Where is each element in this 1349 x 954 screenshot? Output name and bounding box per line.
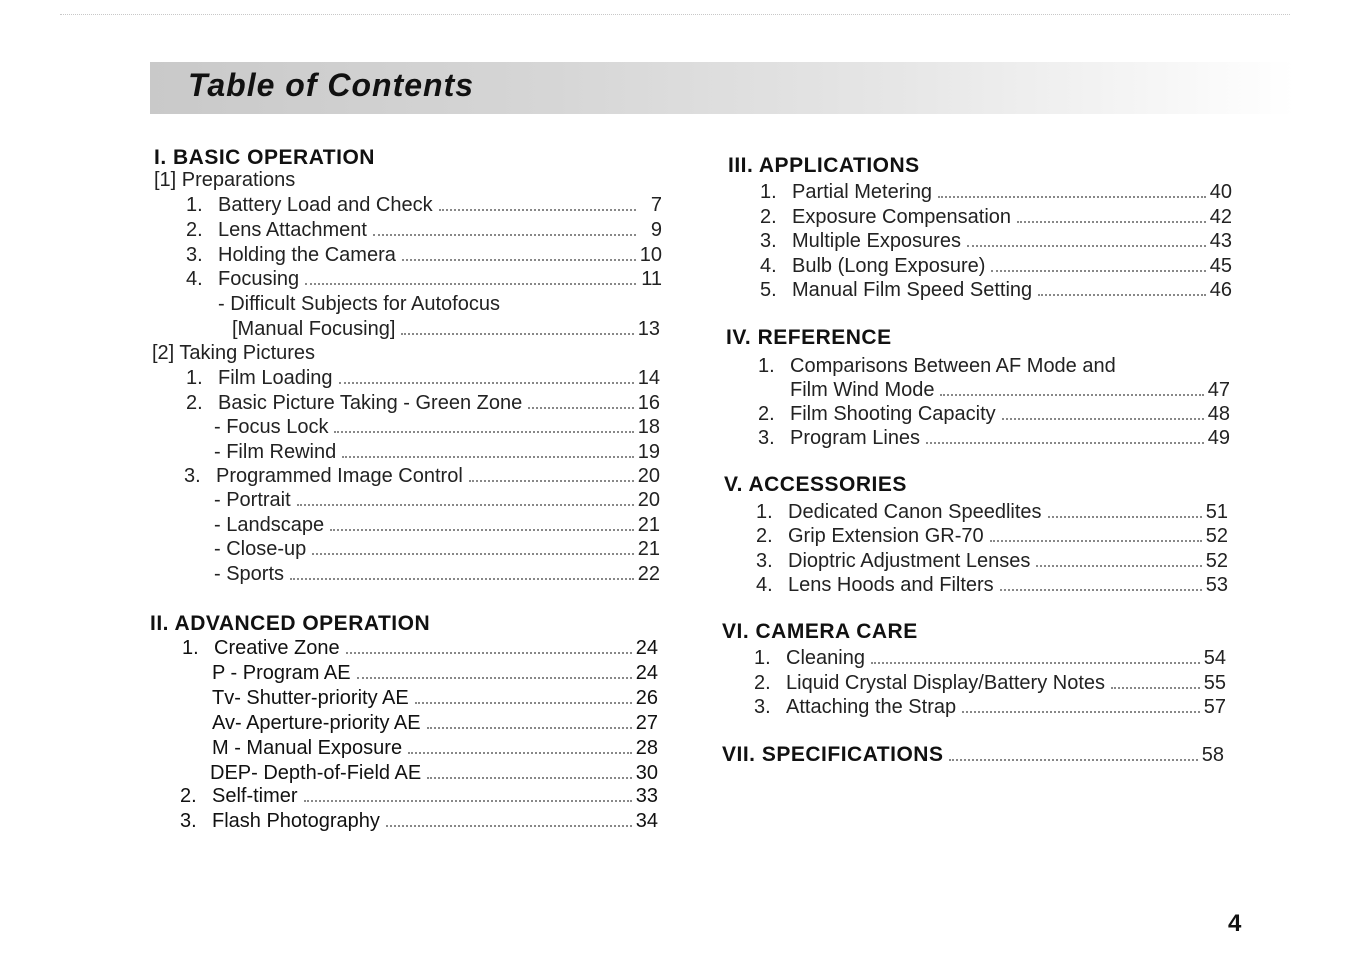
- toc-entry[interactable]: 2. Lens Attachment 9: [186, 219, 662, 241]
- toc-entry[interactable]: DEP- Depth-of-Field AE 30: [210, 762, 658, 784]
- toc-entry[interactable]: 3. Flash Photography 34: [180, 810, 658, 832]
- toc-entry[interactable]: - Portrait 20: [214, 489, 660, 511]
- section-heading: II. ADVANCED OPERATION: [150, 612, 431, 635]
- toc-entry[interactable]: VII. SPECIFICATIONS 58: [722, 743, 1224, 766]
- toc-entry[interactable]: 4. Lens Hoods and Filters 53: [756, 574, 1228, 596]
- toc-entry[interactable]: Film Wind Mode 47: [790, 379, 1230, 401]
- section-heading: IV. REFERENCE: [726, 326, 892, 349]
- toc-entry[interactable]: 1. Dedicated Canon Speedlites 51: [756, 501, 1228, 523]
- subsection-preparations: [1] Preparations: [154, 169, 296, 191]
- toc-entry[interactable]: M - Manual Exposure 28: [212, 737, 658, 759]
- toc-entry[interactable]: 1. Cleaning 54: [754, 647, 1226, 669]
- toc-entry[interactable]: - Sports 22: [214, 563, 660, 585]
- toc-entry[interactable]: 4. Focusing 11: [186, 268, 662, 290]
- toc-entry[interactable]: 3. Holding the Camera 10: [186, 244, 662, 266]
- page-title: Table of Contents: [188, 67, 475, 103]
- subsection-taking-pictures: [2] Taking Pictures: [152, 342, 316, 364]
- toc-entry[interactable]: 2. Exposure Compensation 42: [760, 206, 1232, 228]
- toc-entry[interactable]: 2. Grip Extension GR-70 52: [756, 525, 1228, 547]
- section-heading: VI. CAMERA CARE: [722, 620, 918, 643]
- toc-entry[interactable]: 2. Liquid Crystal Display/Battery Notes 55: [754, 672, 1226, 694]
- section-heading: III. APPLICATIONS: [728, 154, 920, 177]
- toc-entry[interactable]: 1. Partial Metering 40: [760, 181, 1232, 203]
- section-heading: V. ACCESSORIES: [724, 473, 907, 496]
- toc-entry[interactable]: - Film Rewind 19: [214, 441, 660, 463]
- toc-entry-continued[interactable]: 1. Comparisons Between AF Mode and: [758, 355, 1116, 377]
- toc-entry[interactable]: [Manual Focusing] 13: [232, 318, 660, 340]
- toc-entry[interactable]: 4. Bulb (Long Exposure) 45: [760, 255, 1232, 277]
- toc-entry[interactable]: 1. Film Loading 14: [186, 367, 660, 389]
- toc-entry[interactable]: 3. Dioptric Adjustment Lenses 52: [756, 550, 1228, 572]
- toc-entry[interactable]: - Landscape 21: [214, 514, 660, 536]
- page-number: 4: [1228, 910, 1242, 937]
- section-heading: I. BASIC OPERATION: [154, 146, 375, 169]
- toc-entry[interactable]: P - Program AE 24: [212, 662, 658, 684]
- toc-entry[interactable]: 3. Attaching the Strap 57: [754, 696, 1226, 718]
- toc-entry[interactable]: - Focus Lock 18: [214, 416, 660, 438]
- toc-entry[interactable]: - Close-up 21: [214, 538, 660, 560]
- toc-entry[interactable]: Tv- Shutter-priority AE 26: [212, 687, 658, 709]
- toc-entry[interactable]: 1. Creative Zone 24: [182, 637, 658, 659]
- toc-entry[interactable]: 3. Programmed Image Control 20: [184, 465, 660, 487]
- top-rule: [60, 14, 1290, 15]
- toc-entry[interactable]: 5. Manual Film Speed Setting 46: [760, 279, 1232, 301]
- toc-entry[interactable]: 2. Film Shooting Capacity 48: [758, 403, 1230, 425]
- toc-entry[interactable]: 1. Battery Load and Check 7: [186, 194, 662, 216]
- toc-entry[interactable]: Av- Aperture-priority AE 27: [212, 712, 658, 734]
- toc-entry[interactable]: 2. Basic Picture Taking - Green Zone 16: [186, 392, 660, 414]
- toc-entry[interactable]: 3. Multiple Exposures 43: [760, 230, 1232, 252]
- toc-entry[interactable]: 2. Self-timer 33: [180, 785, 658, 807]
- toc-entry[interactable]: 3. Program Lines 49: [758, 427, 1230, 449]
- toc-entry-continued[interactable]: - Difficult Subjects for Autofocus: [218, 293, 500, 315]
